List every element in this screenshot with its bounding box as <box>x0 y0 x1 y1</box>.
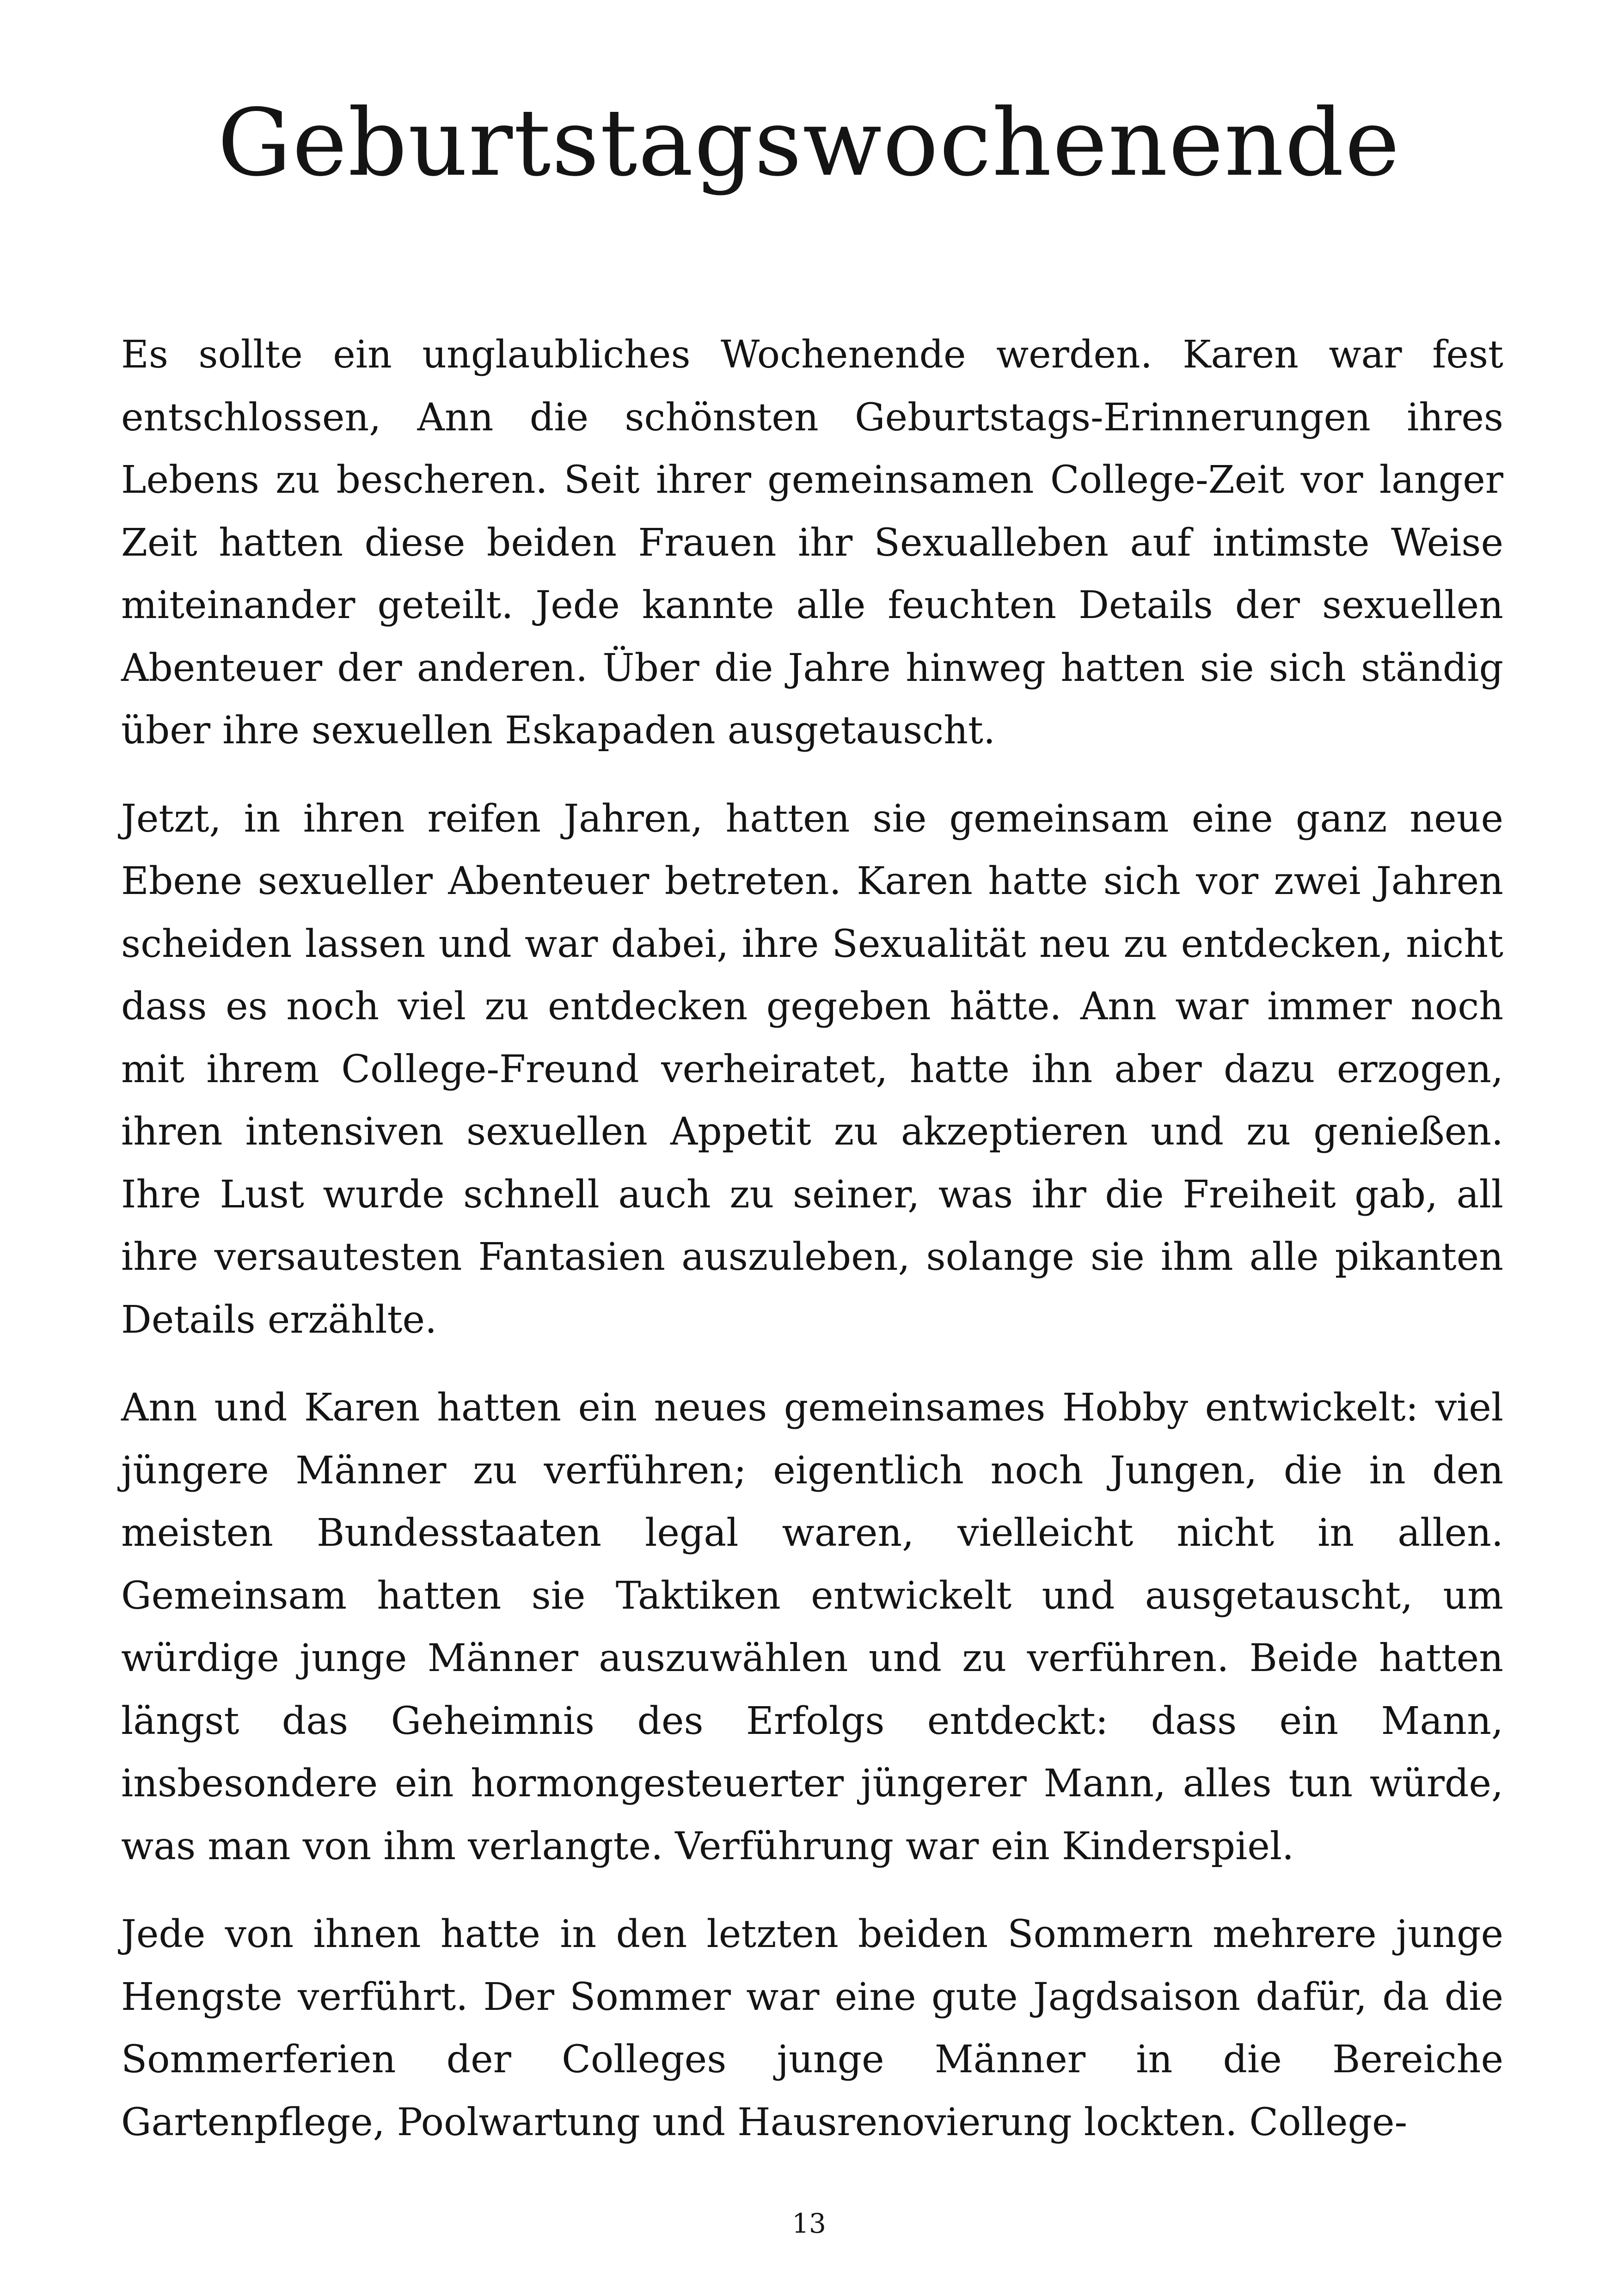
paragraph: Es sollte ein unglaubliches Wochenende werden. Karen war fest entschlossen, Ann die schönsten Geburtstags-Erinnerungen ihres Lebens zu bescheren. Seit ihrer gemeinsamen College-Zeit vor langer Zeit hatten diese beiden Frauen ihr Sexualleben auf intimste Weise miteinander geteilt. Jede kannte alle feuchten Details der sexuellen Abenteuer der anderen. Über die Jahre hinweg hatten sie sich ständig über ihre sexuellen Eskapaden ausgetauscht. <box>121 333 1503 753</box>
chapter-title: Geburtstagswochenende <box>217 89 1401 197</box>
paragraph: Jetzt, in ihren reifen Jahren, hatten sie gemeinsam eine ganz neue Ebene sexueller Abenteuer betreten. Karen hatte sich vor zwei Jahren scheiden lassen und war dabei, ihre Sexualität neu zu entdecken, nicht dass es noch viel zu entdecken gegeben hätte. Ann war immer noch mit ihrem College-Freund verheiratet, hatte ihn aber dazu erzogen, ihren intensiven sexuellen Appetit zu akzeptieren und zu genießen. Ihre Lust wurde schnell auch zu seiner, was ihr die Freiheit gab, all ihre versautesten Fantasien auszuleben, solange sie ihm alle pikanten Details erzählte. <box>121 796 1503 1342</box>
paragraph: Jede von ihnen hatte in den letzten beiden Sommern mehrere junge Hengste verführt. Der Sommer war eine gute Jagdsaison dafür, da die Sommerferien der Colleges junge Männer in die Bereiche Gartenpflege, Poolwartung und Hausrenovierung lockten. College- <box>121 1912 1503 2144</box>
paragraph: Ann und Karen hatten ein neues gemeinsames Hobby entwickelt: viel jüngere Männer zu verführen; eigentlich noch Jungen, die in den meisten Bundesstaaten legal waren, vielleicht nicht in allen. Gemeinsam hatten sie Taktiken entwickelt und ausgetauscht, um würdige junge Männer auszuwählen und zu verführen. Beide hatten längst das Geheimnis des Erfolgs entdeckt: dass ein Mann, insbesondere ein hormongesteuerter jüngerer Mann, alles tun würde, was man von ihm verlangte. Verführung war ein Kinderspiel. <box>121 1386 1503 1868</box>
body-text <box>121 324 1503 2179</box>
page-number: 13 <box>792 2208 826 2239</box>
